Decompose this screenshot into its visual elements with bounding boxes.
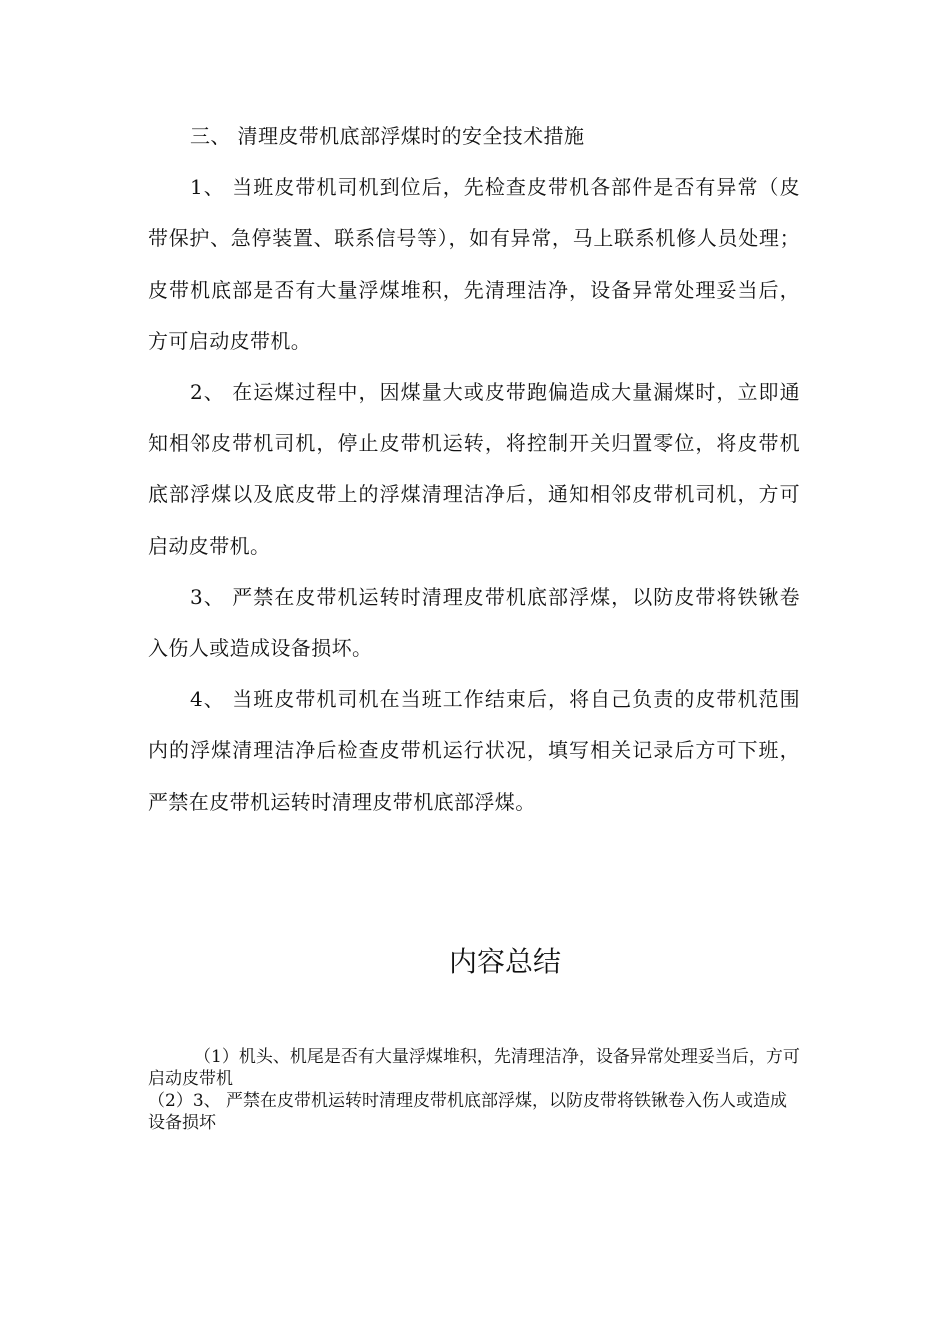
paragraph-2: 2、 在运煤过程中，因煤量大或皮带跑偏造成大量漏煤时，立即通知相邻皮带机司机，停止皮带机运转，将控制开关归置零位，将皮带机底部浮煤以及底皮带上的浮煤清理洁净后，通知相邻皮带机司机，方可启动皮带机。	[148, 380, 800, 558]
summary-item-2: （2）3、 严禁在皮带机运转时清理皮带机底部浮煤，以防皮带将铁锹卷入伤人或造成设备损坏	[148, 1091, 788, 1133]
paragraph-1: 1、 当班皮带机司机到位后，先检查皮带机各部件是否有异常（皮带保护、急停装置、联系信号等），如有异常，马上联系机修人员处理；皮带机底部是否有大量浮煤堆积，先清理洁净，设备异常处理妥当后，方可启动皮带机。	[148, 175, 800, 353]
summary-section	[148, 1046, 800, 1134]
summary-title: 内容总结	[448, 945, 561, 978]
paragraph-3: 3、 严禁在皮带机运转时清理皮带机底部浮煤，以防皮带将铁锹卷入伤人或造成设备损坏。	[148, 584, 800, 661]
section-heading: 三、 清理皮带机底部浮煤时的安全技术措施	[190, 124, 585, 148]
summary-item-1: （1）机头、机尾是否有大量浮煤堆积，先清理洁净，设备异常处理妥当后，方可启动皮带机	[148, 1047, 800, 1089]
paragraph-4: 4、 当班皮带机司机在当班工作结束后，将自己负责的皮带机范围内的浮煤清理洁净后检查皮带机运行状况，填写相关记录后方可下班，严禁在皮带机运转时清理皮带机底部浮煤。	[148, 687, 800, 814]
document-body	[148, 111, 800, 828]
